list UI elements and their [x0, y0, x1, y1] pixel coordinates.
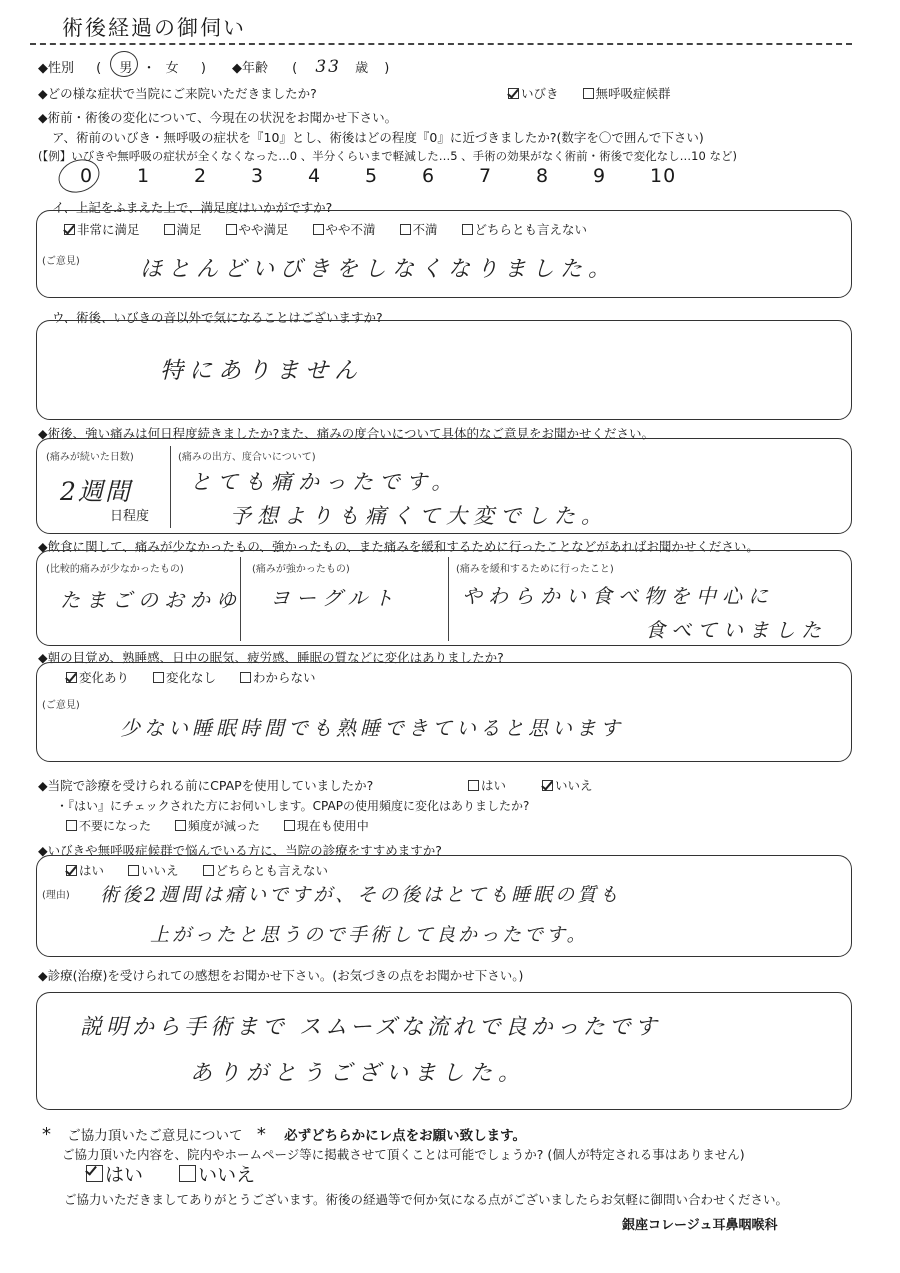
scale-row [80, 165, 707, 187]
scale-3[interactable]: 3 [251, 165, 265, 187]
impression-handwritten-1: 説明から手術まで スムーズな流れで良かったです [80, 1015, 661, 1040]
satisfaction-somewhat-satisfied[interactable]: やや満足 [226, 220, 289, 238]
checkbox-icon[interactable] [240, 672, 251, 683]
food-relief-handwritten-2: 食べていました [645, 618, 827, 642]
scale-5[interactable]: 5 [365, 165, 379, 187]
gender-paren-close: ) [200, 61, 206, 76]
other-concerns-handwritten: 特にありません [160, 358, 363, 384]
scale-2[interactable]: 2 [194, 165, 208, 187]
food-divider-2 [448, 557, 449, 641]
recommend-reason-handwritten-1: 術後2週間は痛いですが、その後はとても睡眠の質も [100, 884, 622, 906]
cpap-sub-still-using[interactable]: 現在も使用中 [284, 817, 369, 834]
gender-option-female[interactable]: 女 [165, 61, 179, 76]
satisfaction-very-satisfied[interactable]: 非常に満足 [64, 220, 140, 238]
consent-option-yes[interactable]: はい [86, 1160, 143, 1187]
q-food: ◆飲食に関して、痛みが少なかったもの、強かったもの、また痛みを緩和するために行ったことなどがあればお聞かせください。 [38, 539, 759, 554]
checkbox-icon[interactable] [226, 224, 237, 235]
satisfaction-dissatisfied[interactable]: 不満 [400, 220, 438, 238]
clinic-name: 銀座コレージュ耳鼻咽喉科 [622, 1218, 778, 1233]
gender-male-circle [110, 51, 138, 77]
food-strong-label: (痛みが強かったもの) [252, 564, 350, 575]
q-impression: ◆診療(治療)を受けられての感想をお聞かせ下さい。(お気づきの点をお聞かせ下さい。) [38, 968, 524, 983]
q-pain: ◆術後、強い痛みは何日程度続きましたか?また、痛みの度合いについて具体的なご意見をお聞かせください。 [38, 426, 654, 441]
food-strong-handwritten: ヨーグルト [270, 586, 400, 610]
pain-divider [170, 446, 171, 528]
other-concerns-box [36, 320, 852, 420]
q-recommend: ◆いびきや無呼吸症候群で悩んでいる方に、当院の診療をすすめますか? [38, 843, 442, 858]
food-relief-handwritten-1: やわらかい食べ物を中心に [462, 584, 774, 608]
cpap-option-no[interactable]: いいえ [542, 776, 593, 794]
age-value[interactable]: 33 [315, 57, 341, 77]
checkbox-icon[interactable] [462, 224, 473, 235]
checkbox-icon[interactable] [400, 224, 411, 235]
checkbox-icon[interactable] [468, 780, 479, 791]
q-symptom: ◆どの様な症状で当院にご来院いただきましたか? [38, 86, 317, 101]
checkbox-icon[interactable] [284, 820, 295, 831]
scale-1[interactable]: 1 [137, 165, 151, 187]
age-row [232, 57, 389, 77]
checkbox-icon[interactable] [583, 88, 594, 99]
checkbox-icon[interactable] [175, 820, 186, 831]
page-title: 術後経過の御伺い [62, 16, 246, 40]
opinion-handwritten: ほとんどいびきをしなくなりました。 [140, 257, 617, 282]
checkbox-checked-icon[interactable] [64, 224, 75, 235]
checkbox-icon[interactable] [313, 224, 324, 235]
footer-note-title: ご協力頂いたご意見について [67, 1128, 243, 1144]
scale-9[interactable]: 9 [593, 165, 607, 187]
satisfaction-somewhat-dissatisfied[interactable]: やや不満 [313, 220, 376, 238]
footer-note-row [42, 1124, 526, 1145]
footer-thanks: ご協力いただきましてありがとうございます。術後の経過等で何か気になる点がございましたらお気軽に御問い合わせください。 [64, 1192, 789, 1207]
recommend-options [66, 861, 348, 879]
checkbox-checked-icon[interactable] [86, 1165, 103, 1182]
gender-paren-open: ( [96, 61, 102, 76]
cpap-sub-not-needed[interactable]: 不要になった [66, 817, 151, 834]
scale-0[interactable]: 0 [80, 165, 94, 187]
age-paren-open: ( [292, 61, 298, 76]
q-cpap-sub: ・『はい』にチェックされた方にお伺いします。CPAPの使用頻度に変化はありましたか? [56, 799, 530, 813]
symptom-option-apnea[interactable]: 無呼吸症候群 [583, 84, 671, 102]
q-change-a: ア、術前のいびき・無呼吸の症状を『10』とし、術後はどの程度『0』に近づきましたか?(数字を〇で囲んで下さい) [52, 130, 704, 145]
q-change-u: ウ、術後、いびきの音以外で気になることはございますか? [52, 310, 383, 325]
checkbox-icon[interactable] [153, 672, 164, 683]
gender-separator: ・ [142, 61, 156, 76]
q-sleep: ◆朝の目覚め、熟睡感、日中の眠気、疲労感、睡眠の質などに変化はありましたか? [38, 650, 504, 665]
title-underline [30, 43, 852, 45]
consent-options [86, 1160, 275, 1187]
opinion-label: (ご意見) [42, 256, 80, 267]
satisfaction-options [64, 220, 607, 238]
sleep-options [66, 668, 336, 686]
checkbox-checked-icon[interactable] [542, 780, 553, 791]
cpap-options [468, 776, 613, 794]
pain-degree-label: (痛みの出方、度合いについて) [178, 452, 316, 463]
sleep-option-unchanged[interactable]: 変化なし [153, 668, 216, 686]
impression-handwritten-2: ありがとうございました。 [190, 1061, 527, 1086]
checkbox-checked-icon[interactable] [66, 672, 77, 683]
sleep-option-unknown[interactable]: わからない [240, 668, 316, 686]
pain-days-handwritten: 2週間 [60, 477, 132, 506]
footer-note-required: 必ずどちらかにレ点をお願い致します。 [284, 1128, 527, 1144]
sleep-opinion-handwritten: 少ない睡眠時間でも熟睡できていると思います [120, 716, 624, 740]
scale-10[interactable]: 10 [650, 165, 677, 187]
footer-star-2: * [256, 1124, 266, 1145]
satisfaction-neutral[interactable]: どちらとも言えない [462, 220, 588, 238]
checkbox-icon[interactable] [128, 865, 139, 876]
recommend-reason-label: (理由) [42, 890, 70, 901]
q-cpap: ◆当院で診療を受けられる前にCPAPを使用していましたか? [38, 778, 374, 793]
footer-note-question: ご協力頂いた内容を、院内やホームページ等に掲載させて頂くことは可能でしょうか? (個人が特定される事はありません) [62, 1147, 745, 1162]
cpap-sub-reduced[interactable]: 頻度が減った [175, 817, 260, 834]
pain-days-unit: 日程度 [110, 509, 150, 524]
recommend-reason-handwritten-2: 上がったと思うので手術して良かったです。 [150, 924, 589, 946]
footer-star-1: * [42, 1124, 51, 1145]
recommend-option-yes[interactable]: はい [66, 861, 104, 879]
checkbox-checked-icon[interactable] [508, 88, 519, 99]
checkbox-icon[interactable] [203, 865, 214, 876]
sleep-option-changed[interactable]: 変化あり [66, 668, 129, 686]
scale-4[interactable]: 4 [308, 165, 322, 187]
gender-label: ◆性別 [38, 61, 74, 76]
checkbox-icon[interactable] [66, 820, 77, 831]
cpap-option-yes[interactable]: はい [468, 776, 506, 794]
pain-degree-handwritten-2: 予想よりも痛くて大変でした。 [230, 504, 608, 528]
scale-8[interactable]: 8 [536, 165, 550, 187]
recommend-option-neutral[interactable]: どちらとも言えない [203, 861, 329, 879]
food-less-label: (比較的痛みが少なかったもの) [46, 564, 184, 575]
checkbox-icon[interactable] [179, 1165, 196, 1182]
symptom-options [508, 84, 691, 102]
q-change: ◆術前・術後の変化について、今現在の状況をお聞かせ下さい。 [38, 110, 398, 125]
age-paren-close: ) [384, 61, 390, 76]
scale-6[interactable]: 6 [422, 165, 436, 187]
age-unit: 歳 [355, 61, 369, 76]
food-less-handwritten: たまごのおかゆ [60, 588, 242, 612]
food-relief-label: (痛みを緩和するために行ったこと) [456, 564, 614, 575]
q-change-example: (【例】いびきや無呼吸の症状が全くなくなった…0 、半分くらいまで軽減した…5 、手術の効果がなく術前・術後で変化なし…10 など) [38, 149, 737, 163]
recommend-option-no[interactable]: いいえ [128, 861, 179, 879]
scale-7[interactable]: 7 [479, 165, 493, 187]
gender-option-male[interactable]: 男 [119, 61, 133, 76]
sleep-opinion-label: (ご意見) [42, 700, 80, 711]
pain-days-label: (痛みが続いた日数) [46, 452, 134, 463]
consent-option-no[interactable]: いいえ [179, 1160, 255, 1187]
satisfaction-satisfied[interactable]: 満足 [164, 220, 202, 238]
symptom-option-snoring[interactable]: いびき [508, 84, 559, 102]
food-divider-1 [240, 557, 241, 641]
cpap-sub-options [66, 817, 389, 834]
checkbox-checked-icon[interactable] [66, 865, 77, 876]
checkbox-icon[interactable] [164, 224, 175, 235]
age-label: ◆年齢 [232, 61, 268, 76]
q-change-i: イ、上記をふまえた上で、満足度はいかがですか? [52, 200, 333, 215]
pain-degree-handwritten-1: とても痛かったです。 [190, 470, 459, 494]
